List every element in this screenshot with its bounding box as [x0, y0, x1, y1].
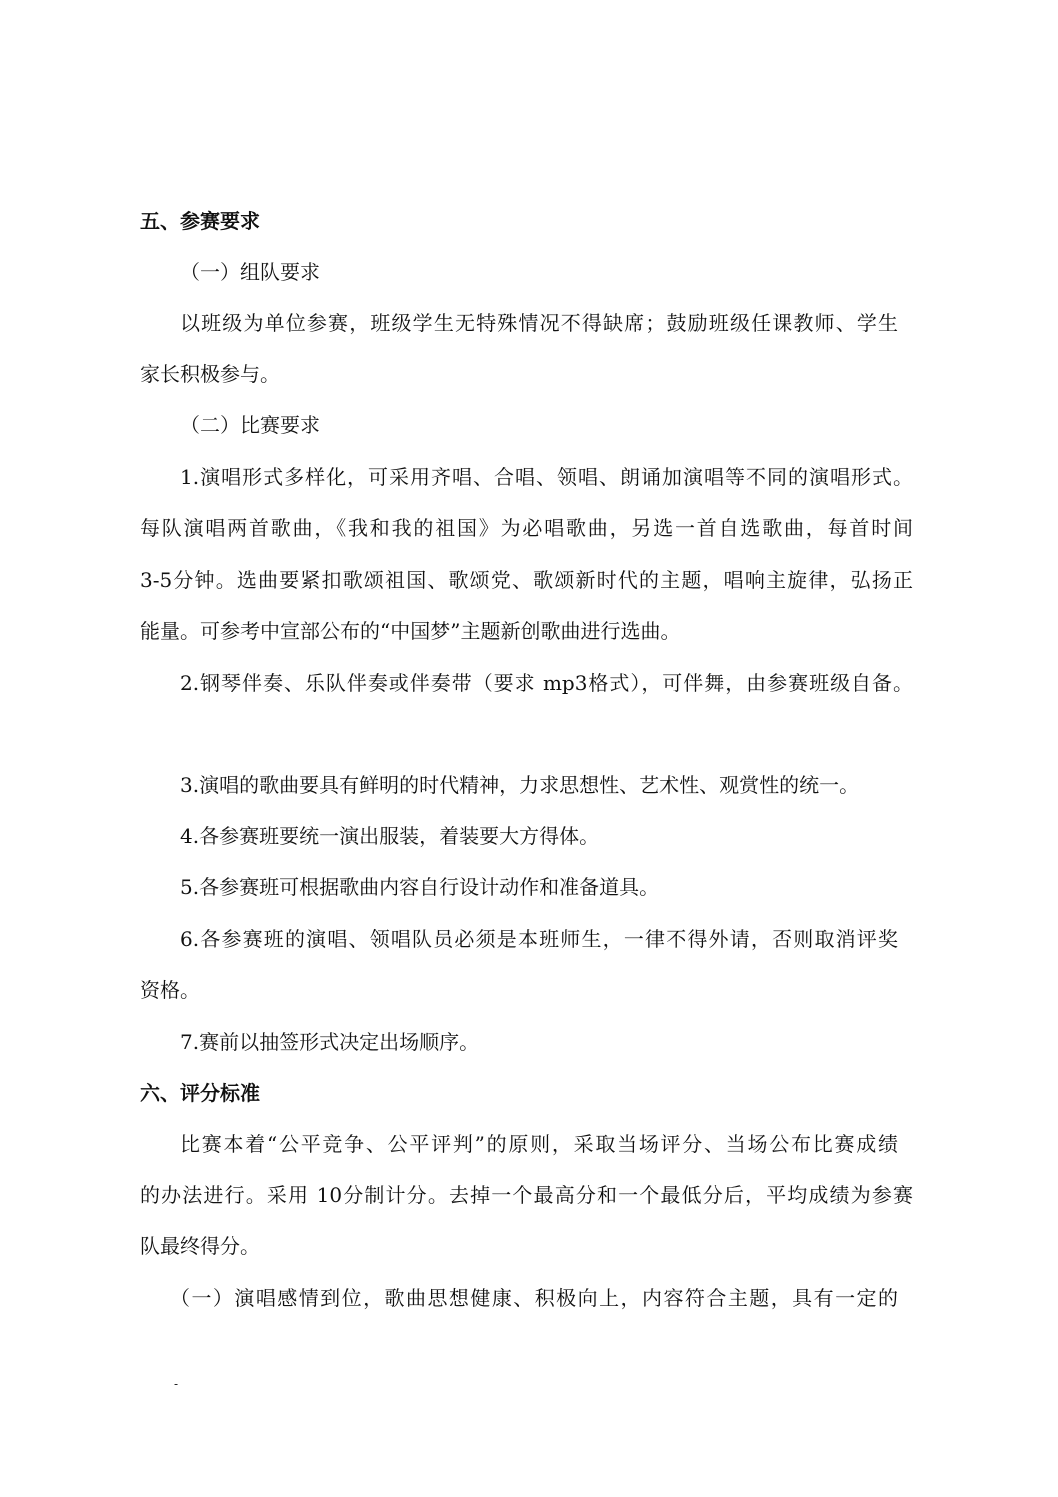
item-4: 4.各参赛班要统一演出服装，着装要大方得体。	[180, 824, 600, 848]
item-3: 3.演唱的歌曲要具有鲜明的时代精神，力求思想性、艺术性、观赏性的统一。	[180, 773, 860, 797]
item-5: 5.各参赛班可根据歌曲内容自行设计动作和准备道具。	[180, 875, 660, 899]
paragraph-line: 比赛本着“公平竞争、公平评判”的原则，采取当场评分、当场公布比赛成绩	[180, 1132, 898, 1156]
paragraph-line: 的办法进行。采用 10分制计分。去掉一个最高分和一个最低分后，平均成绩为参赛	[140, 1183, 913, 1207]
item-1-line: 1.演唱形式多样化，可采用齐唱、合唱、领唱、朗诵加演唱等不同的演唱形式。	[180, 465, 913, 489]
footer-mark: -	[174, 1377, 179, 1391]
section-6-heading: 六、评分标准	[140, 1081, 260, 1105]
item-1-line: 每队演唱两首歌曲，《我和我的祖国》为必唱歌曲，另选一首自选歌曲，每首时间	[140, 516, 913, 540]
subheading-team: （一）组队要求	[180, 260, 320, 284]
paragraph-line: 家长积极参与。	[140, 362, 280, 386]
item-1-line: 3-5分钟。选曲要紧扣歌颂祖国、歌颂党、歌颂新时代的主题，唱响主旋律，弘扬正	[140, 568, 913, 592]
subheading-competition: （二）比赛要求	[180, 413, 320, 437]
item-6-line: 资格。	[140, 978, 200, 1002]
item-7: 7.赛前以抽签形式决定出场顺序。	[180, 1030, 480, 1054]
criterion-1: （一）演唱感情到位，歌曲思想健康、积极向上，内容符合主题，具有一定的	[170, 1286, 898, 1310]
item-6-line: 6.各参赛班的演唱、领唱队员必须是本班师生，一律不得外请，否则取消评奖	[180, 927, 898, 951]
item-1-line: 能量。可参考中宣部公布的“中国梦”主题新创歌曲进行选曲。	[140, 619, 681, 643]
section-5-heading: 五、参赛要求	[140, 209, 260, 233]
paragraph-line: 队最终得分。	[140, 1234, 260, 1258]
paragraph-line: 以班级为单位参赛，班级学生无特殊情况不得缺席；鼓励班级任课教师、学生	[180, 311, 898, 335]
item-2: 2.钢琴伴奏、乐队伴奏或伴奏带（要求 mp3格式），可伴舞，由参赛班级自备。	[180, 671, 913, 695]
